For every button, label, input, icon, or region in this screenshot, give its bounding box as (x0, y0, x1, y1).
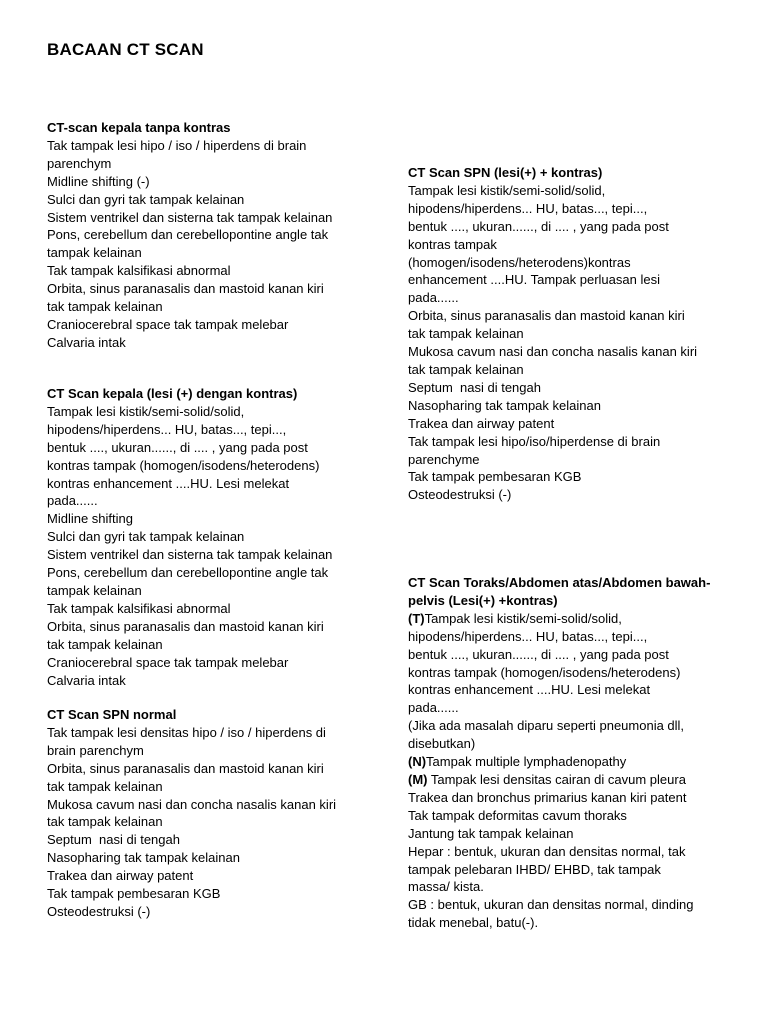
section-line: Jantung tak tampak kelainan (408, 825, 574, 841)
section-line: Septum nasi di tengah (47, 832, 180, 848)
section-ct-kepala-dengan-kontras (47, 385, 332, 689)
section-line: Sulci dan gyri tak tampak kelainan (47, 191, 245, 207)
section-line: pada...... (47, 493, 98, 509)
section-line: tak tampak kelainan (47, 778, 163, 794)
section-line: Midline shifting (47, 511, 133, 527)
section-ct-toraks-abdomen (408, 574, 710, 932)
section-line (408, 753, 710, 771)
section-ct-spn-normal (47, 706, 336, 921)
section-line: Trakea dan airway patent (408, 415, 555, 431)
section-line: kontras enhancement ....HU. Lesi melekat (47, 475, 290, 491)
section-line: tidak menebal, batu(-). (408, 915, 539, 931)
section-line: brain parenchym (47, 742, 144, 758)
section-line: Orbita, sinus paranasalis dan mastoid kanan kiri (47, 760, 324, 776)
section-line: Hepar : bentuk, ukuran dan densitas normal, tak (408, 843, 686, 859)
section-line: Calvaria intak (47, 672, 126, 688)
section-line: tak tampak kelainan (47, 636, 163, 652)
section-ct-spn-kontras (408, 164, 697, 504)
section-heading: CT Scan kepala (lesi (+) dengan kontras) (47, 386, 298, 401)
section-line: hipodens/hiperdens... HU, batas..., tepi..., (408, 628, 648, 644)
section-line: (homogen/isodens/heterodens)kontras (408, 254, 631, 270)
section-line (408, 610, 710, 628)
section-line: pada...... (408, 700, 459, 716)
section-line: Midline shifting (-) (47, 173, 150, 189)
section-line: Sistem ventrikel dan sisterna tak tampak kelainan (47, 547, 333, 563)
tnm-tag: (T) (408, 610, 425, 626)
section-line: bentuk ...., ukuran......, di .... , yang pada post (408, 646, 669, 662)
section-line: Orbita, sinus paranasalis dan mastoid kanan kiri (408, 308, 685, 324)
section-heading: pelvis (Lesi(+) +kontras) (408, 592, 558, 608)
section-line: Mukosa cavum nasi dan concha nasalis kanan kiri (47, 796, 337, 812)
tnm-tag: (N) (408, 754, 427, 770)
section-line: kontras enhancement ....HU. Lesi melekat (408, 682, 651, 698)
section-line: Calvaria intak (47, 334, 126, 350)
section-line: Tak tampak deformitas cavum thoraks (408, 807, 627, 823)
section-line: Craniocerebral space tak tampak melebar (47, 654, 289, 670)
document-title: BACAAN CT SCAN (47, 40, 204, 59)
section-line: bentuk ...., ukuran......, di .... , yang pada post (408, 218, 669, 234)
section-line: GB : bentuk, ukuran dan densitas normal, dinding (408, 897, 694, 913)
section-line: massa/ kista. (408, 879, 484, 895)
section-line: Osteodestruksi (-) (47, 903, 151, 919)
section-line: tak tampak kelainan (47, 299, 163, 315)
section-heading: CT Scan SPN (lesi(+) + kontras) (408, 165, 603, 180)
section-line: disebutkan) (408, 736, 476, 752)
section-line: Orbita, sinus paranasalis dan mastoid kanan kiri (47, 281, 324, 297)
section-line: Sulci dan gyri tak tampak kelainan (47, 529, 245, 545)
section-line: tampak kelainan (47, 245, 142, 261)
tnm-tag: (M) (408, 771, 428, 787)
section-line: Trakea dan airway patent (47, 868, 194, 884)
section-heading: CT Scan SPN normal (47, 707, 177, 722)
section-line: enhancement ....HU. Tampak perluasan lesi (408, 272, 660, 288)
section-line: tak tampak kelainan (408, 361, 524, 377)
section-line: Tak tampak pembesaran KGB (47, 886, 221, 902)
section-line: kontras tampak (408, 236, 497, 252)
section-line: bentuk ...., ukuran......, di .... , yang pada post (47, 439, 308, 455)
section-line: Tak tampak kalsifikasi abnormal (47, 263, 231, 279)
section-heading: CT Scan Toraks/Abdomen atas/Abdomen bawah- (408, 575, 711, 590)
section-line: Tampak lesi kistik/semi-solid/solid, (47, 403, 245, 419)
section-line: Trakea dan bronchus primarius kanan kiri patent (408, 789, 687, 805)
section-line: kontras tampak (homogen/isodens/heterodens) (408, 664, 681, 680)
section-line (408, 771, 710, 789)
section-ct-kepala-tanpa-kontras (47, 119, 332, 352)
section-line: Sistem ventrikel dan sisterna tak tampak kelainan (47, 209, 333, 225)
section-line: (Jika ada masalah diparu seperti pneumonia dll, (408, 718, 685, 734)
section-line: Tampak lesi kistik/semi-solid/solid, (408, 182, 606, 198)
section-line: Craniocerebral space tak tampak melebar (47, 316, 289, 332)
section-line: Orbita, sinus paranasalis dan mastoid kanan kiri (47, 618, 324, 634)
section-line: Nasopharing tak tampak kelainan (47, 850, 240, 866)
section-line: Septum nasi di tengah (408, 379, 541, 395)
section-line: Pons, cerebellum dan cerebellopontine angle tak (47, 227, 329, 243)
section-line: Pons, cerebellum dan cerebellopontine angle tak (47, 565, 329, 581)
section-line: Tak tampak lesi hipo / iso / hiperdens di brain (47, 137, 307, 153)
section-line: kontras tampak (homogen/isodens/heterodens) (47, 457, 320, 473)
section-line: pada...... (408, 290, 459, 306)
section-line: tak tampak kelainan (47, 814, 163, 830)
section-line: Tak tampak lesi densitas hipo / iso / hiperdens di (47, 724, 326, 740)
section-line: Nasopharing tak tampak kelainan (408, 397, 601, 413)
line-text: Tampak lesi densitas cairan di cavum pleura (427, 771, 686, 787)
section-line: hipodens/hiperdens... HU, batas..., tepi..., (408, 200, 648, 216)
section-line: parenchyme (408, 451, 480, 467)
section-line: Tak tampak lesi hipo/iso/hiperdense di brain (408, 433, 661, 449)
section-heading: CT-scan kepala tanpa kontras (47, 120, 231, 135)
section-line: tampak kelainan (47, 582, 142, 598)
section-line: Tak tampak kalsifikasi abnormal (47, 600, 231, 616)
line-text: Tampak multiple lymphadenopathy (426, 754, 627, 770)
section-line: Mukosa cavum nasi dan concha nasalis kanan kiri (408, 344, 698, 360)
section-line: Osteodestruksi (-) (408, 487, 512, 503)
section-line: hipodens/hiperdens... HU, batas..., tepi..., (47, 421, 287, 437)
section-line: Tak tampak pembesaran KGB (408, 469, 582, 485)
section-line: tampak pelebaran IHBD/ EHBD, tak tampak (408, 861, 661, 877)
line-text: Tampak lesi kistik/semi-solid/solid, (424, 610, 622, 626)
section-line: parenchym (47, 155, 112, 171)
section-line: tak tampak kelainan (408, 326, 524, 342)
